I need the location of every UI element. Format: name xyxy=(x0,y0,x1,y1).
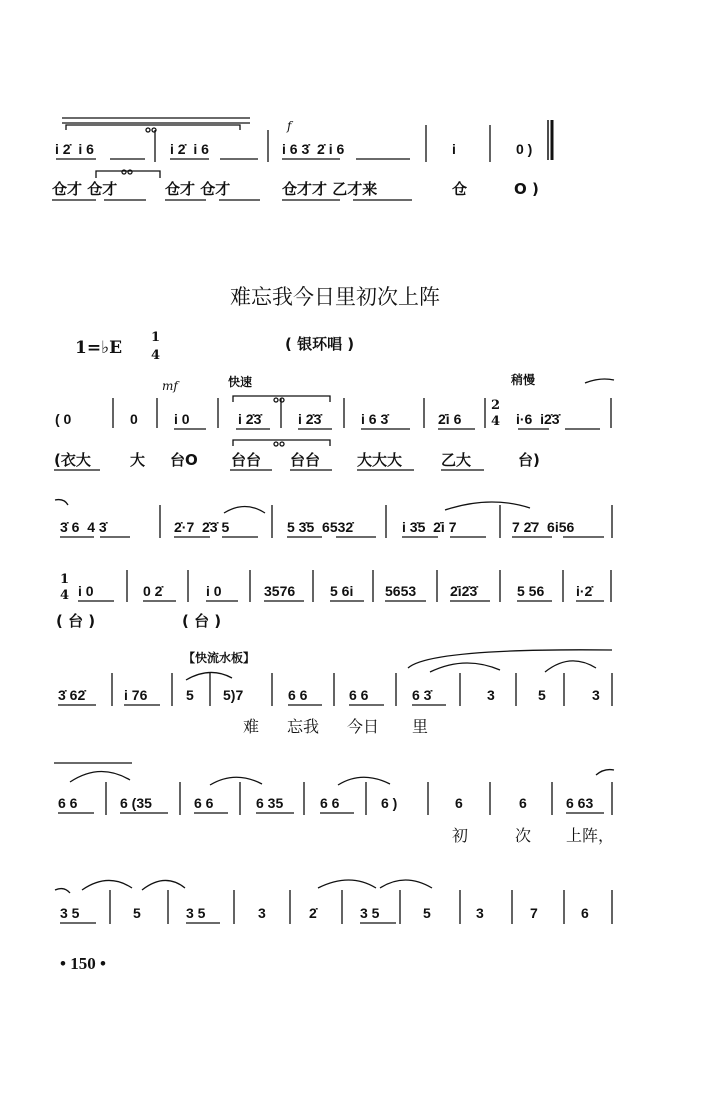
dynamic-mf: mf xyxy=(162,379,178,393)
measure: 6 6 xyxy=(349,687,369,703)
page-number: • 150 • xyxy=(60,954,106,973)
measure-4: i xyxy=(452,141,456,157)
measure: i 0 xyxy=(206,583,222,599)
measure: 6 xyxy=(455,795,463,811)
measure: i 2̇3̇ xyxy=(298,411,322,427)
measure: 0 2̇ xyxy=(143,583,163,599)
measure-1: i 2̇ i 6 xyxy=(55,141,94,157)
repeat-dot xyxy=(152,128,156,132)
measure: i 0 xyxy=(174,411,190,427)
measure: 6 63 xyxy=(566,795,594,811)
measure: 2̇i2̇3̇ xyxy=(450,583,478,599)
measure: 6 6 xyxy=(58,795,78,811)
percussion-1: 仓才 仓才 xyxy=(52,180,118,198)
measure: ( 0 xyxy=(55,411,72,427)
singer-label: ( 银环唱 ) xyxy=(285,335,355,353)
measure: 3 5 xyxy=(360,905,380,921)
measure: 5 xyxy=(186,687,194,703)
measure: i·6 i2̇3̇ xyxy=(516,411,560,427)
percussion: 台) xyxy=(518,451,540,469)
percussion: 台台 xyxy=(290,451,321,469)
measure: i 76 xyxy=(124,687,148,703)
time-sig-bottom: 4 xyxy=(151,348,161,363)
measure: 7 2̇7 6i56 xyxy=(512,519,575,535)
repeat-dot xyxy=(146,128,150,132)
dynamic-f: f xyxy=(287,119,292,133)
measure: 5 56 xyxy=(517,583,545,599)
measure-3: i 6 3̇ 2̇ i 6 xyxy=(282,141,345,157)
measure: i 0 xyxy=(78,583,94,599)
measure: 5 xyxy=(538,687,546,703)
percussion: 台O xyxy=(170,451,198,469)
time-change-top: 2 xyxy=(491,398,501,413)
lyric: 里 xyxy=(412,717,429,736)
measure: 6 ) xyxy=(381,795,398,811)
percussion-5: O ) xyxy=(514,180,539,198)
lyric: 初 xyxy=(452,826,469,845)
percussion: (衣大 xyxy=(54,451,91,469)
measure: 2̇·7 2̇3̇ 5 xyxy=(174,519,230,535)
measure: 2̇i 6 xyxy=(438,411,462,427)
percussion-4: 仓 xyxy=(452,180,468,198)
measure: 0 xyxy=(130,411,138,427)
measure: 7 xyxy=(530,905,538,921)
time-sig-top: 1 xyxy=(151,330,161,345)
measure: 6 3̇ xyxy=(412,687,432,703)
section-label: 【快流水板】 xyxy=(183,651,256,665)
measure: 5 6i xyxy=(330,583,354,599)
measure: 5)7 xyxy=(223,687,244,703)
measure: 3 xyxy=(487,687,495,703)
measure-2: i 2̇ i 6 xyxy=(170,141,209,157)
time-sig-top: 1 xyxy=(60,572,70,587)
measure: 5 xyxy=(423,905,431,921)
percussion-3: 仓才才 乙才来 xyxy=(282,180,378,198)
measure: 3 5 xyxy=(186,905,206,921)
song-title: 难忘我今日里初次上阵 xyxy=(230,285,440,309)
measure: i 2̇3̇ xyxy=(238,411,262,427)
tempo-slow: 稍慢 xyxy=(511,373,536,387)
lyric: 难 xyxy=(243,717,260,736)
percussion: ( 台 ) xyxy=(182,612,222,630)
percussion: 台台 xyxy=(231,451,262,469)
measure: 2̇ xyxy=(309,905,317,921)
percussion: 乙大 xyxy=(441,451,472,469)
measure: i 3̇5 2̇i 7 xyxy=(402,519,457,535)
measure: i·2̇ xyxy=(576,583,593,599)
bracket xyxy=(66,125,240,130)
percussion: 大大大 xyxy=(357,451,403,469)
measure: 3576 xyxy=(264,583,296,599)
measure: 5 xyxy=(133,905,141,921)
lyric: 今日 xyxy=(347,717,380,736)
measure: 6 6 xyxy=(288,687,308,703)
measure: 6 35 xyxy=(256,795,284,811)
time-change-bottom: 4 xyxy=(491,414,501,429)
measure: i 6 3̇ xyxy=(361,411,389,427)
measure: 6 xyxy=(581,905,589,921)
measure: 6 (35 xyxy=(120,795,152,811)
measure: 5 3̇5 6532̇ xyxy=(287,519,354,535)
measure: 5653 xyxy=(385,583,417,599)
lyric: 次 xyxy=(515,826,532,845)
lyric: 上阵， xyxy=(566,826,615,845)
time-sig-bottom: 4 xyxy=(60,588,70,603)
measure-5: 0 ) xyxy=(516,141,533,157)
measure: 3 xyxy=(592,687,600,703)
measure: 3 xyxy=(258,905,266,921)
lyric: 忘我 xyxy=(287,717,320,736)
percussion: ( 台 ) xyxy=(56,612,96,630)
measure: 6 6 xyxy=(194,795,214,811)
percussion: 大 xyxy=(130,451,146,469)
measure: 3̇ 62̇ xyxy=(58,687,86,703)
tempo-fast: 快速 xyxy=(228,375,253,389)
percussion-2: 仓才 仓才 xyxy=(165,180,231,198)
measure: 3 5 xyxy=(60,905,80,921)
measure: 3 xyxy=(476,905,484,921)
measure: 6 6 xyxy=(320,795,340,811)
measure: 3̇ 6 4 3̇ xyxy=(60,519,107,535)
measure: 6 xyxy=(519,795,527,811)
